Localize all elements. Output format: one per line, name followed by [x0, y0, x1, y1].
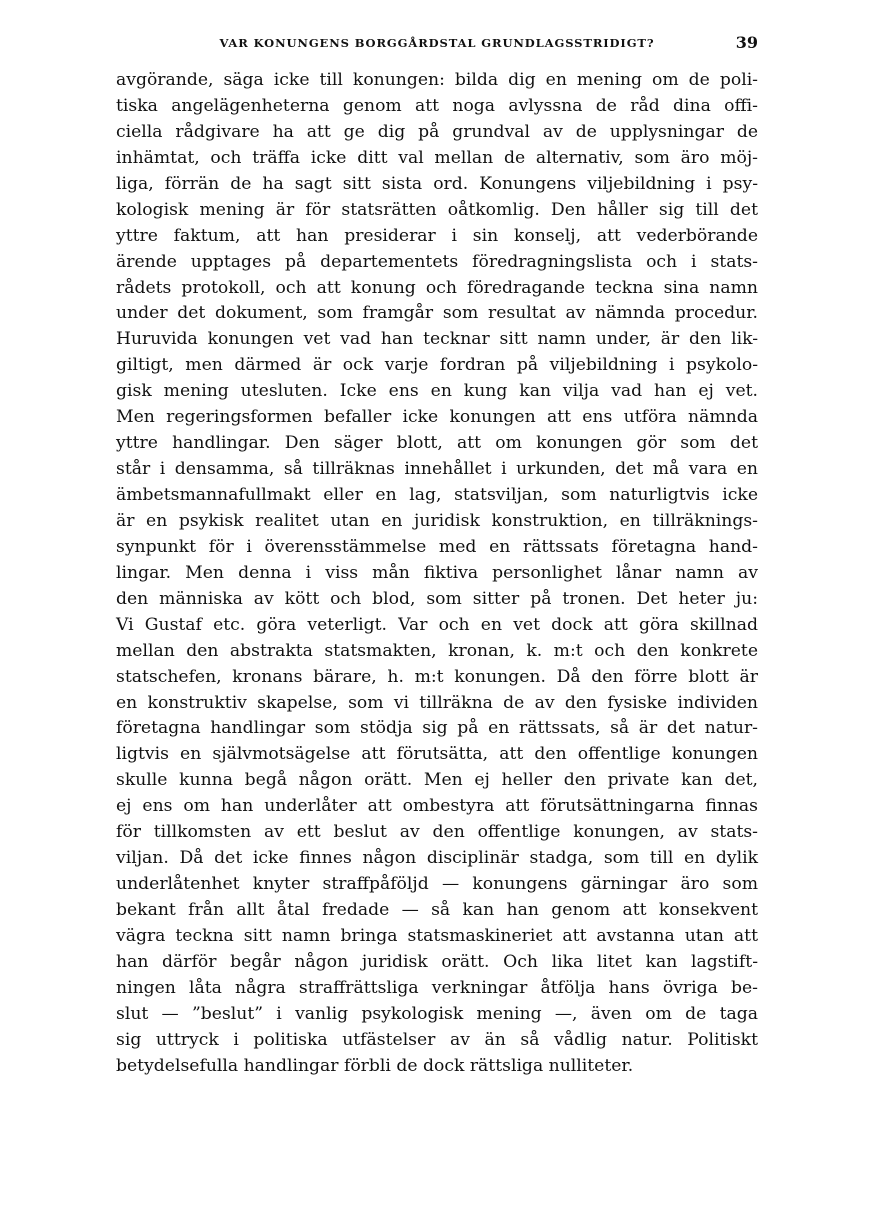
text-line: mellan den abstrakta statsmakten, kronan, k. m:t och den konkrete: [116, 640, 758, 661]
text-line: Men regeringsformen befaller icke konungen att ens utföra nämnda: [116, 407, 758, 428]
text-line: under det dokument, som framgår som resultat av nämnda procedur.: [116, 303, 758, 324]
text-line: företagna handlingar som stödja sig på en rättssats, så är det natur-: [116, 718, 758, 739]
text-line: en konstruktiv skapelse, som vi tillräkna de av den fysiske individen: [116, 692, 758, 713]
text-line: ciella rådgivare ha att ge dig på grundval av de upplysningar de: [116, 121, 758, 142]
page-number: 39: [735, 33, 758, 52]
text-line: gisk mening utesluten. Icke ens en kung kan vilja vad han ej vet.: [116, 381, 758, 402]
text-line: är en psykisk realitet utan en juridisk konstruktion, en tillräknings-: [116, 510, 758, 531]
text-line: den människa av kött och blod, som sitter på tronen. Det heter ju:: [116, 588, 758, 609]
text-line: ej ens om han underlåter att ombestyra att förutsättningarna finnas: [116, 796, 758, 817]
running-title: VAR KONUNGENS BORGGÅRDSTAL GRUNDLAGSSTRIDIGT?: [219, 36, 655, 50]
running-header: [116, 33, 758, 56]
text-line: rådets protokoll, och att konung och föredragande teckna sina namn: [116, 277, 758, 298]
text-line: han därför begår någon juridisk orätt. Och lika litet kan lagstift-: [116, 951, 758, 972]
text-line: tiska angelägenheterna genom att noga avlyssna de råd dina offi-: [116, 95, 758, 116]
text-line: ligtvis en självmotsägelse att förutsätta, att den offentlige konungen: [116, 744, 758, 765]
text-line: betydelsefulla handlingar förbli de dock rättsliga nulliteter.: [116, 1055, 634, 1076]
text-line: giltigt, men därmed är ock varje fordran på viljebildning i psykolo-: [116, 355, 758, 376]
text-line: Vi Gustaf etc. göra veterligt. Var och en vet dock att göra skillnad: [116, 614, 758, 635]
text-line: viljan. Då det icke finnes någon disciplinär stadga, som till en dylik: [116, 848, 758, 869]
text-line: skulle kunna begå någon orätt. Men ej heller den private kan det,: [116, 770, 758, 791]
text-line: kologisk mening är för statsrätten oåtkomlig. Den håller sig till det: [116, 199, 758, 220]
text-line: vägra teckna sitt namn bringa statsmaskineriet att avstanna utan att: [116, 925, 758, 946]
text-line: slut — ”beslut” i vanlig psykologisk mening —, även om de taga: [116, 1003, 758, 1024]
text-line: underlåtenhet knyter straffpåföljd — konungens gärningar äro som: [116, 874, 758, 895]
text-line: liga, förrän de ha sagt sitt sista ord. Konungens viljebildning i psy-: [116, 173, 758, 194]
text-line: Huruvida konungen vet vad han tecknar sitt namn under, är den lik-: [116, 329, 758, 350]
text-line: ningen låta några straffrättsliga verkningar åtfölja hans övriga be-: [116, 977, 758, 998]
text-line: bekant från allt åtal fredade — så kan han genom att konsekvent: [116, 900, 758, 920]
text-line: för tillkomsten av ett beslut av den offentlige konungen, av stats-: [116, 822, 758, 843]
text-line: avgörande, säga icke till konungen: bilda dig en mening om de poli-: [116, 70, 758, 90]
text-line: statschefen, kronans bärare, h. m:t konungen. Då den förre blott är: [116, 666, 758, 687]
body-text: [116, 68, 758, 1080]
text-line: yttre faktum, att han presiderar i sin konselj, att vederbörande: [116, 225, 758, 246]
text-line: ärende upptages på departementets föredragningslista och i stats-: [116, 251, 758, 272]
text-line: inhämtat, och träffa icke ditt val mellan de alternativ, som äro möj-: [116, 147, 758, 168]
text-line: står i densamma, så tillräknas innehållet i urkunden, det må vara en: [116, 459, 758, 480]
text-line: lingar. Men denna i viss mån fiktiva personlighet lånar namn av: [116, 562, 758, 583]
text-line: sig uttryck i politiska utfästelser av än så vådlig natur. Politiskt: [116, 1029, 758, 1050]
text-line: ämbetsmannafullmakt eller en lag, statsviljan, som naturligtvis icke: [116, 485, 758, 505]
text-line: yttre handlingar. Den säger blott, att om konungen gör som det: [116, 433, 758, 454]
text-line: synpunkt för i överensstämmelse med en rättssats företagna hand-: [116, 536, 758, 557]
